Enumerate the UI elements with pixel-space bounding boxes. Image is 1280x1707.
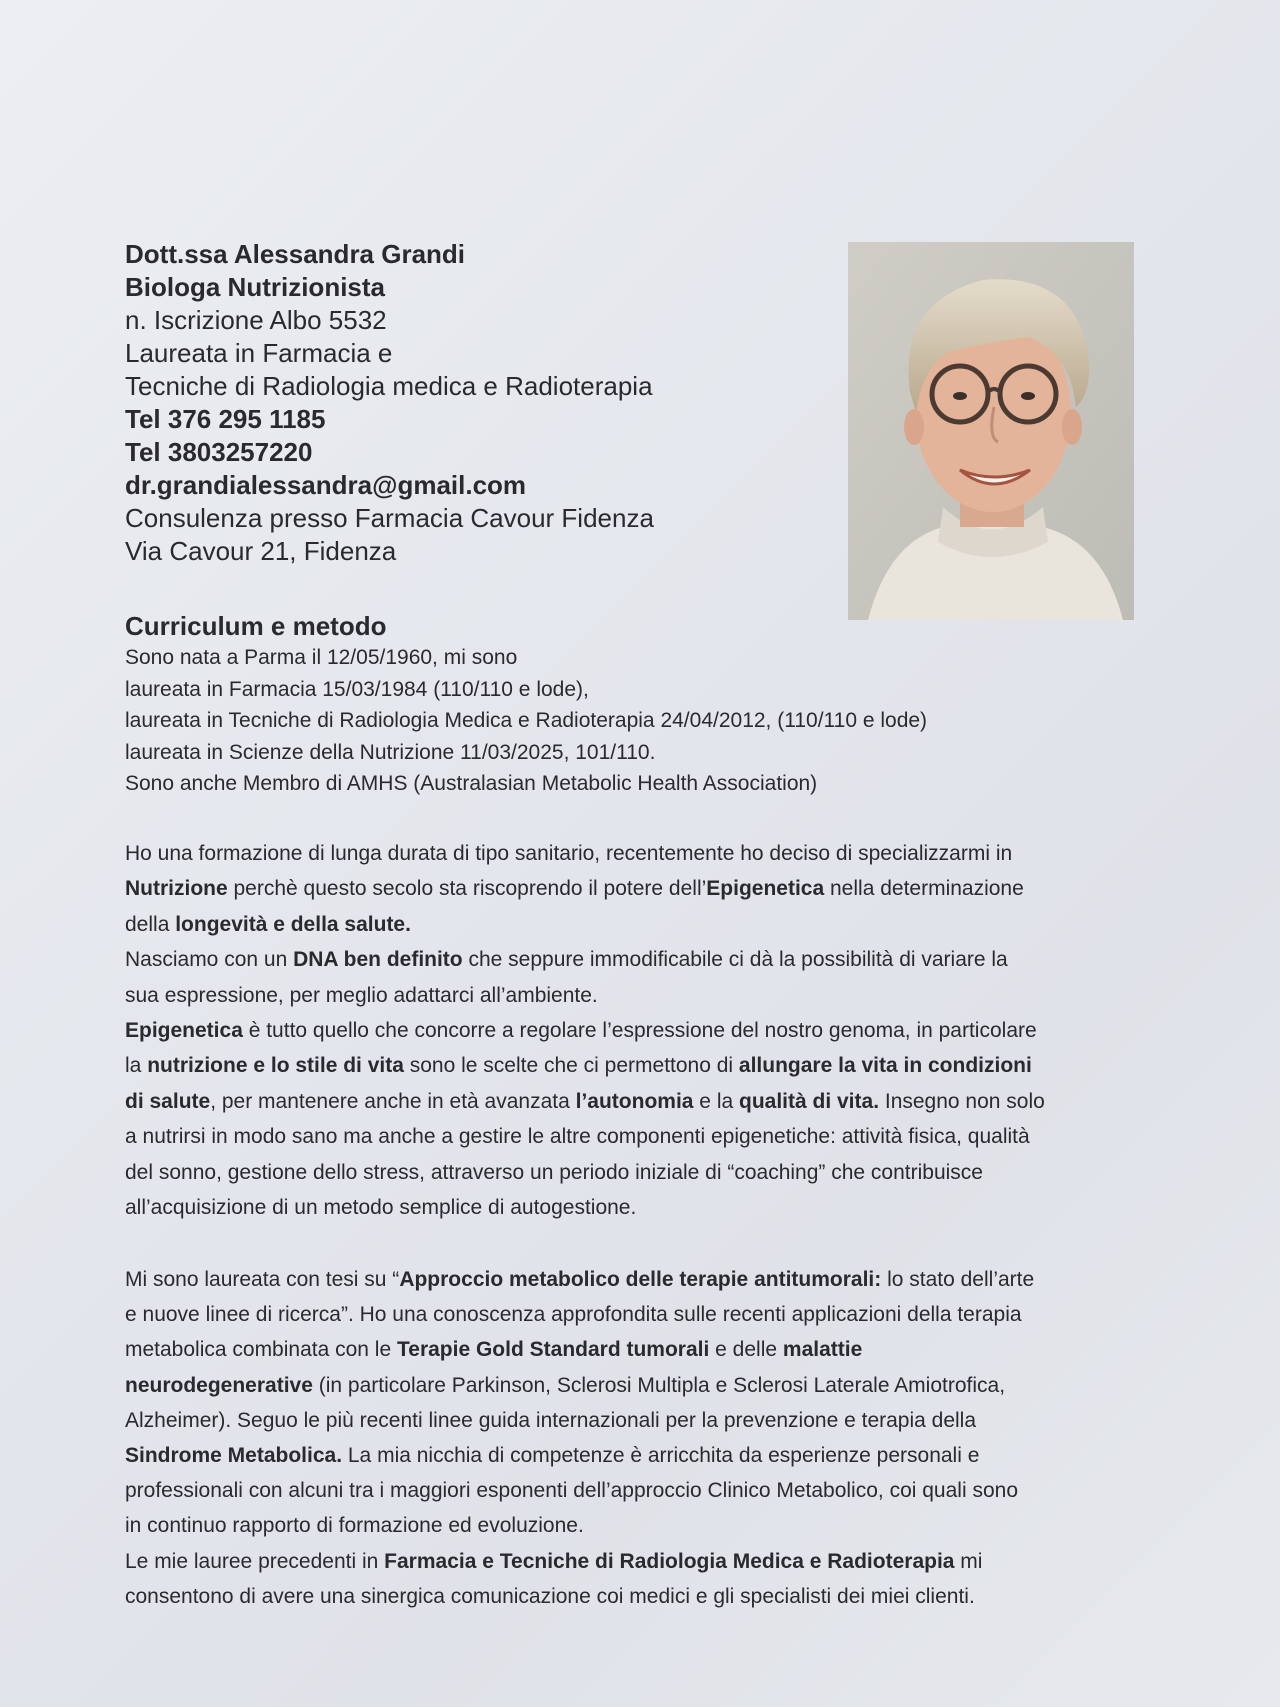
text-line: Nutrizione perchè questo secolo sta riscoprendo il potere dell’Epigenetica nella determinazione: [125, 877, 1024, 901]
curriculum-title: Curriculum e metodo: [125, 611, 387, 641]
registration-number: n. Iscrizione Albo 5532: [125, 305, 387, 335]
text-line: in continuo rapporto di formazione ed evoluzione.: [125, 1514, 584, 1538]
street-address: Via Cavour 21, Fidenza: [125, 536, 397, 566]
text-line: del sonno, gestione dello stress, attraverso un periodo iniziale di “coaching” che contribuisce: [125, 1160, 983, 1184]
text-line: metabolica combinata con le Terapie Gold Standard tumorali e delle malattie: [125, 1338, 863, 1362]
contact-header: [125, 238, 805, 568]
degree-line-1: Laureata in Farmacia e: [125, 338, 393, 368]
phone-2: Tel 3803257220: [125, 437, 313, 467]
profile-photo: [848, 242, 1134, 620]
text-line: Epigenetica è tutto quello che concorre a regolare l’espressione del nostro genoma, in particolare: [125, 1019, 1037, 1043]
text-line: consentono di avere una sinergica comunicazione coi medici e gli specialisti dei miei clienti.: [125, 1584, 975, 1608]
text-line: Nasciamo con un DNA ben definito che seppure immodificabile ci dà la possibilità di variare la: [125, 948, 1008, 972]
text-line: sua espressione, per meglio adattarci all’ambiente.: [125, 983, 598, 1007]
phone-1: Tel 376 295 1185: [125, 404, 326, 434]
text-line: la nutrizione e lo stile di vita sono le scelte che ci permettono di allungare la vita in condizioni: [125, 1054, 1032, 1078]
text-line: a nutrirsi in modo sano ma anche a gestire le altre componenti epigenetiche: attività fisica, qualità: [125, 1125, 1030, 1149]
text-line: della longevità e della salute.: [125, 912, 411, 936]
cv-line: Sono anche Membro di AMHS (Australasian Metabolic Health Association): [125, 772, 818, 795]
text-line: neurodegenerative (in particolare Parkinson, Sclerosi Multipla e Sclerosi Laterale Amiotrofica,: [125, 1373, 1006, 1397]
degree-line-2: Tecniche di Radiologia medica e Radioterapia: [125, 371, 653, 401]
text-line: e nuove linee di ricerca”. Ho una conoscenza approfondita sulle recenti applicazioni della terapia: [125, 1303, 1022, 1327]
doctor-name: Dott.ssa Alessandra Grandi: [125, 239, 466, 269]
method-paragraph: [125, 836, 1180, 1225]
text-line: Le mie lauree precedenti in Farmacia e Tecniche di Radiologia Medica e Radioterapia mi: [125, 1549, 983, 1573]
text-line: di salute, per mantenere anche in età avanzata l’autonomia e la qualità di vita. Insegno non solo: [125, 1089, 1045, 1113]
cv-line: laureata in Tecniche di Radiologia Medica e Radioterapia 24/04/2012, (110/110 e lode): [125, 709, 928, 732]
text-line: Ho una formazione di lunga durata di tipo sanitario, recentemente ho deciso di specializzarmi in: [125, 842, 1013, 865]
text-line: Sindrome Metabolica. La mia nicchia di competenze è arricchita da esperienze personali e: [125, 1444, 980, 1468]
thesis-paragraph: [125, 1262, 1180, 1614]
curriculum-lines: [125, 642, 1105, 800]
text-line: Alzheimer). Seguo le più recenti linee guida internazionali per la prevenzione e terapia della: [125, 1408, 977, 1432]
cv-line: laureata in Scienze della Nutrizione 11/03/2025, 101/110.: [125, 740, 656, 764]
cv-line: laureata in Farmacia 15/03/1984 (110/110 e lode),: [125, 677, 589, 701]
consultancy-location: Consulenza presso Farmacia Cavour Fidenza: [125, 503, 654, 533]
text-line: Mi sono laureata con tesi su “Approccio metabolico delle terapie antitumorali: lo stato dell’arte: [125, 1268, 1035, 1291]
email-address: dr.grandialessandra@gmail.com: [125, 470, 527, 500]
text-line: professionali con alcuni tra i maggiori esponenti dell’approccio Clinico Metabolico, coi quali sono: [125, 1479, 1018, 1503]
cv-line: Sono nata a Parma il 12/05/1960, mi sono: [125, 646, 518, 669]
professional-title: Biologa Nutrizionista: [125, 272, 385, 302]
text-line: all’acquisizione di un metodo semplice di autogestione.: [125, 1196, 637, 1220]
